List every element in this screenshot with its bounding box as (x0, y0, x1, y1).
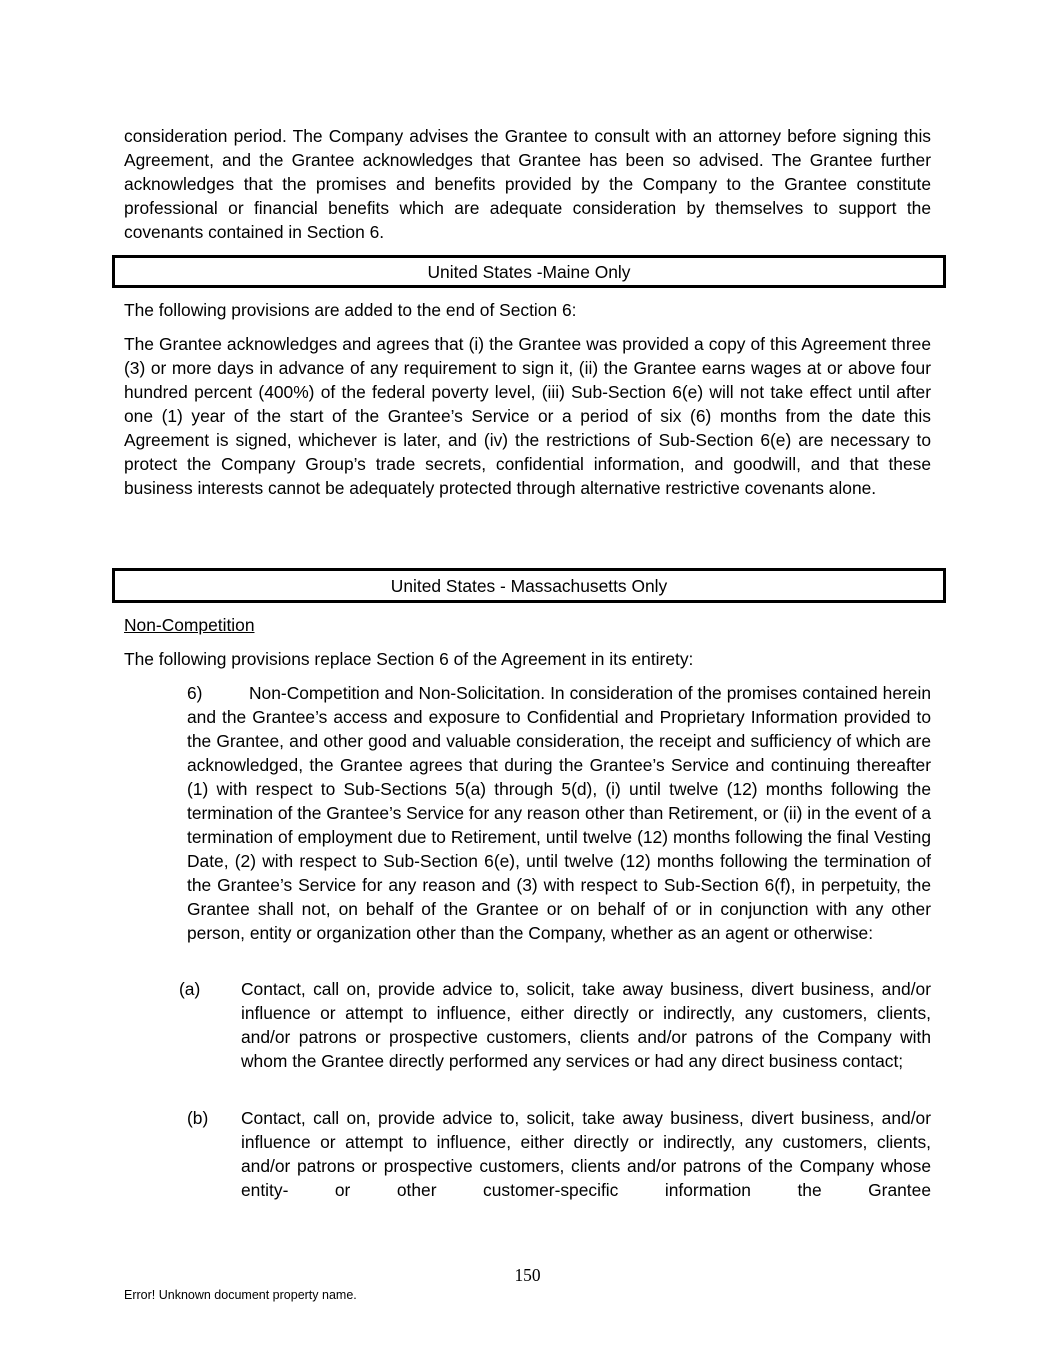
section-6-number: 6) (187, 683, 203, 703)
section-6-paragraph (187, 681, 931, 945)
list-item-text: Contact, call on, provide advice to, solicit, take away business, divert business, and/or influence or attempt to influence, either directly or indirectly, any customers, clients, and/or patrons or prospective customers, clients and/or patrons of the Company whose entity- or other customer-specific information the Grantee (241, 1108, 931, 1200)
list-item-label: (a) (179, 979, 201, 999)
massachusetts-heading-text: United States - Massachusetts Only (390, 576, 668, 596)
massachusetts-section-heading (112, 568, 946, 603)
non-competition-subheading: Non-Competition (124, 615, 255, 635)
list-item-label: (b) (187, 1108, 209, 1128)
maine-heading-text: United States -Maine Only (427, 262, 631, 282)
list-item-text: Contact, call on, provide advice to, solicit, take away business, divert business, and/or influence or attempt to influence, either directly or indirectly, any customers, clients, and/or patrons or prospective customers, clients and/or patrons of the Company with whom the Grantee directly performed any services or had any direct business contact; (241, 979, 931, 1071)
maine-section-heading (112, 255, 946, 288)
massachusetts-lead-paragraph: The following provisions replace Section 6 of the Agreement in its entirety: (124, 649, 694, 669)
section-6-body: Non-Competition and Non-Solicitation. In consideration of the promises contained herein and the Grantee’s access and exposure to Confidential and Proprietary Information provided to the Grantee, and other good and valuable consideration, the receipt and sufficiency of which are acknowledged, the Grantee agrees that during the Grantee’s Service and continuing thereafter (1) with respect to Sub-Sections 5(a) through 5(d), (i) until twelve (12) months following the termination of the Grantee’s Service for any reason other than Retirement, or (ii) in the event of a termination of employment due to Retirement, until twelve (12) months following the final Vesting Date, (2) with respect to Sub-Section 6(e), until twelve (12) months following the termination of the Grantee’s Service for any reason and (3) with respect to Sub-Section 6(f), in perpetuity, the Grantee shall not, on behalf of the Grantee or on behalf of or in conjunction with any other person, entity or organization other than the Company, whether as an agent or otherwise: (187, 683, 931, 943)
footer-note: Error! Unknown document property name. (124, 1288, 357, 1302)
intro-paragraph: consideration period. The Company advises the Grantee to consult with an attorney before signing this Agreement, and the Grantee acknowledges that Grantee has been so advised. The Grantee further acknowledges that the promises and benefits provided by the Company to the Grantee constitute professional or financial benefits which are adequate consideration by themselves to support the covenants contained in Section 6. (124, 126, 931, 242)
maine-lead-paragraph: The following provisions are added to the end of Section 6: (124, 300, 577, 320)
page-number: 150 (514, 1265, 541, 1285)
maine-body-paragraph: The Grantee acknowledges and agrees that (i) the Grantee was provided a copy of this Agreement three (3) or more days in advance of any requirement to sign it, (ii) the Grantee earns wages at or above four hundred percent (400%) of the federal poverty level, (iii) Sub-Section 6(e) will not take effect until after one (1) year of the start of the Grantee’s Service or a period of six (6) months from the date this Agreement is signed, whichever is later, and (iv) the restrictions of Sub-Section 6(e) are necessary to protect the Company Group’s trade secrets, confidential information, and goodwill, and that these business interests cannot be adequately protected through alternative restrictive covenants alone. (124, 334, 931, 498)
